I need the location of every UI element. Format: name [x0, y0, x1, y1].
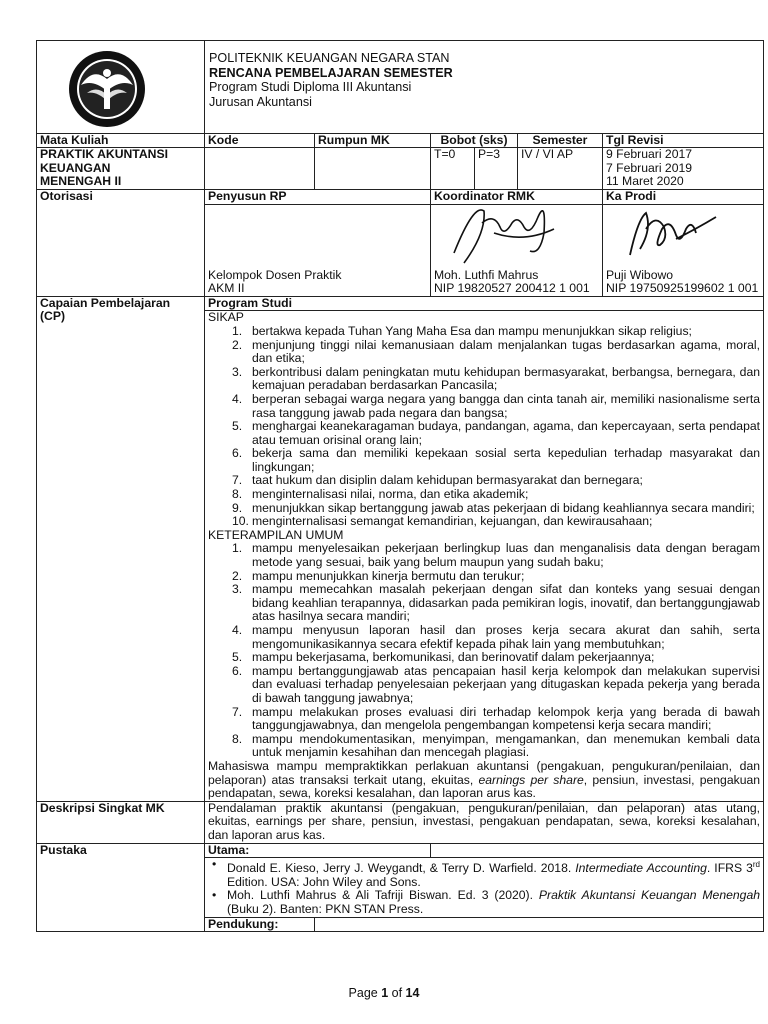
col-semester: Semester	[518, 133, 603, 148]
cp-summary: Mahasiswa mampu mempraktikkan perlakuan akuntansi (pengakuan, pengukuran/penilaian, dan pelaporan) atas transaksi terkait utang, ekuitas, earnings per share, pensiun, investasi, pengakuan pendapatan, sewa, koreksi kesalahan, dan laporan arus kas.	[208, 758, 761, 801]
cp-content	[205, 311, 764, 801]
pustaka-pendukung: Pendukung:	[205, 917, 315, 932]
penyusun-cell	[205, 204, 431, 296]
page-number: 1	[381, 986, 389, 1000]
list-item: 3. berkontribusi dalam peningkatan mutu kehidupan bermasyarakat, berbangsa, bernegara, dan kemajuan peradaban berdasarkan Pancasila;	[232, 364, 761, 393]
list-item: 5. mampu bekerjasama, berkomunikasi, dan berinovatif dalam pekerjaannya;	[232, 650, 655, 665]
pustaka-head-row	[37, 843, 764, 858]
doc-title: RENCANA PEMBELAJARAN SEMESTER	[209, 65, 453, 80]
col-bobot: Bobot (sks)	[431, 133, 518, 148]
kaprodi-label: Ka Prodi	[603, 189, 764, 204]
rps-document	[36, 40, 763, 932]
rps-table	[36, 40, 764, 932]
reference-item: • Donald E. Kieso, Jerry J. Weygandt, & Terry D. Warfield. 2018. Intermediate Accounting. IFRS 3rd Edition. USA: John Wiley and Sons.	[208, 858, 760, 889]
list-item: 4. mampu menyusun laporan hasil dan proses kerja secara akurat dan sahih, serta mengomunikasikannya secara efektif kepada pihak lain yang membutuhkan;	[232, 623, 761, 651]
course-p: P=3	[475, 148, 518, 190]
cp-head-row	[37, 296, 764, 311]
list-item: 7. taat hukum dan disiplin dalam kehidupan bermasyarakat dan bernegara;	[232, 473, 643, 488]
sikap-title: SIKAP	[208, 310, 244, 325]
reference-item: • Moh. Luthfi Mahrus & Ali Tafriji Biswan. Ed. 3 (2020). Praktik Akuntansi Keuangan Menengah (Buku 2). Banten: PKN STAN Press.	[208, 889, 760, 916]
list-item: 1. mampu menyelesaikan pekerjaan berlingkup luas dan menganalisis data dengan beragam metode yang sesuai, baik yang belum maupun yang sudah baku;	[232, 541, 761, 570]
course-semester: IV / VI AP	[518, 148, 603, 190]
course-head-row	[37, 133, 764, 148]
reference-list	[208, 858, 760, 916]
list-item: 8. menginternalisasi nilai, norma, dan etika akademik;	[232, 487, 529, 502]
koordinator-name: Moh. Luthfi Mahrus NIP 19820527 200412 1 001	[434, 267, 590, 296]
sikap-list	[208, 325, 760, 529]
koordinator-label: Koordinator RMK	[431, 189, 603, 204]
institution-name: POLITEKNIK KEUANGAN NEGARA STAN	[209, 51, 450, 65]
department-name: Jurusan Akuntansi	[209, 94, 312, 109]
page-total: 14	[405, 986, 420, 1000]
page-footer: Page 1 of 14	[348, 986, 420, 1000]
deskripsi-text: Pendalaman praktik akuntansi (pengakuan, pengukuran/penilaian, dan pelaporan) atas utang, ekuitas, earnings per share, pensiun, investasi, pengakuan pendapatan, sewa, koreksi kesalahan, dan laporan arus kas.	[205, 801, 764, 843]
list-item: 2. menjunjung tinggi nilai kemanusiaan dalam menjalankan tugas berdasarkan agama, moral, dan etika;	[232, 337, 761, 366]
pustaka-utama: Utama:	[205, 843, 431, 858]
list-item: 2. mampu menunjukkan kinerja bermutu dan terukur;	[232, 568, 525, 583]
col-kode: Kode	[205, 133, 315, 148]
list-item: 3. mampu memecahkan masalah pekerjaan dengan sifat dan konteks yang sesuai dengan bidang keahlian terapannya, didasarkan pada pemikiran logis, inovatif, dan bertanggungjawab atas hasilnya secara mandiri;	[232, 582, 761, 624]
kaprodi-name: Puji Wibowo NIP 19750925199602 1 001	[606, 267, 759, 296]
cp-program-studi: Program Studi	[205, 296, 764, 311]
col-mata-kuliah: Mata Kuliah	[37, 133, 205, 148]
penyusun-label: Penyusun RP	[205, 189, 431, 204]
kaprodi-cell	[603, 204, 764, 296]
cp-label: Capaian Pembelajaran (CP)	[37, 296, 205, 801]
col-tgl-revisi: Tgl Revisi	[603, 133, 764, 148]
list-item: 7. mampu melakukan proses evaluasi diri terhadap kelompok kerja yang berada di bawah tanggungjawabnya, dan mengelola pengembangan kompetensi kerja secara mandiri;	[232, 704, 761, 733]
penyusun-name: Kelompok Dosen Praktik AKM II	[208, 267, 342, 296]
koordinator-signature	[434, 193, 584, 273]
list-item: 8. mampu mendokumentasikan, menyimpan, mengamankan, dan menemukan kembali data untuk menjamin kesahihan dan mencegah plagiasi.	[232, 731, 761, 760]
course-rumpun	[315, 148, 431, 190]
course-kode	[205, 148, 315, 190]
pkn-stan-logo	[67, 49, 147, 129]
course-row	[37, 148, 764, 190]
list-item: 4. berperan sebagai warga negara yang bangga dan cinta tanah air, memiliki nasionalisme serta rasa tanggung jawab pada negara dan bangsa;	[232, 391, 761, 420]
otorisasi-label: Otorisasi	[37, 189, 205, 296]
deskripsi-row	[37, 801, 764, 843]
pustaka-refs	[205, 858, 764, 917]
list-item: 6. mampu bertanggungjawab atas pencapaian hasil kerja kelompok dan melakukan supervisi dan evaluasi terhadap penyelesaian pekerjaan yang ditugaskan kepada pekerja yang berada di bawah tanggung jawabnya;	[232, 663, 761, 705]
ku-list	[208, 542, 760, 760]
course-name: PRAKTIK AKUNTANSI KEUANGAN MENENGAH II	[37, 148, 205, 190]
koordinator-cell	[431, 204, 603, 296]
ku-title: KETERAMPILAN UMUM	[208, 527, 344, 542]
institution-block	[205, 41, 764, 134]
pustaka-label: Pustaka	[37, 843, 205, 932]
deskripsi-label: Deskripsi Singkat MK	[37, 801, 205, 843]
list-item: 5. menghargai keanekaragaman budaya, pandangan, agama, dan kepercayaan, serta pendapat atau temuan orisinal orang lain;	[232, 419, 761, 447]
course-t: T=0	[431, 148, 475, 190]
list-item: 10. menginternalisasi semangat kemandirian, kejuangan, dan kewirausahaan;	[232, 514, 653, 529]
program-name: Program Studi Diploma III Akuntansi	[209, 80, 412, 94]
kaprodi-signature	[616, 199, 726, 269]
list-item: 9. menunjukkan sikap bertanggung jawab atas pekerjaan di bidang keahliannya secara mandiri;	[232, 500, 755, 515]
logo-cell	[37, 41, 205, 134]
list-item: 1. bertakwa kepada Tuhan Yang Maha Esa dan mampu menunjukkan sikap religius;	[232, 323, 692, 338]
col-rumpun: Rumpun MK	[315, 133, 431, 148]
course-revisions: 9 Februari 2017 7 Februari 2019 11 Maret 2020	[603, 148, 764, 190]
list-item: 6. bekerja sama dan memiliki kepekaan sosial serta kepedulian terhadap masyarakat dan lingkungan;	[232, 446, 761, 474]
